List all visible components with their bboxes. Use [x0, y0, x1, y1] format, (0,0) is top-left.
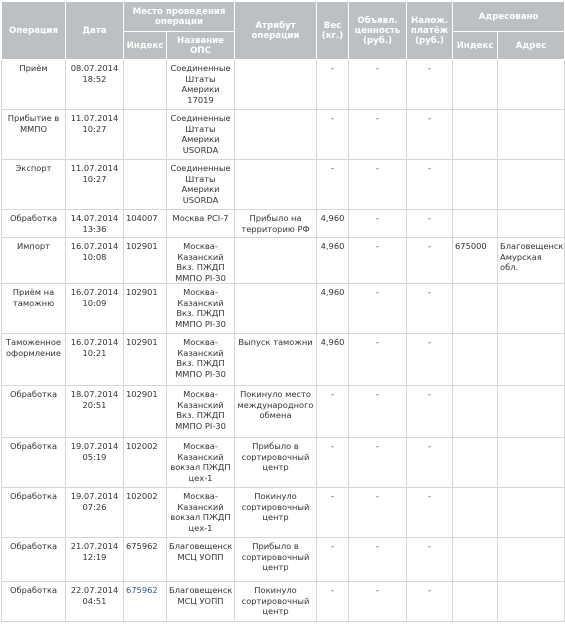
cell-date: 16.07.2014 10:21 — [66, 334, 124, 386]
cell-attribute: Покинуло место международного обмена — [235, 386, 317, 438]
cell-declared-value: - — [349, 438, 407, 488]
cell-declared-value: - — [349, 538, 407, 582]
cell-address — [498, 334, 565, 386]
table-row — [2, 538, 565, 582]
cell-cod: - — [407, 334, 453, 386]
cell-cod: - — [407, 582, 453, 622]
cell-attribute — [235, 284, 317, 334]
cell-operation: Экспорт — [2, 160, 66, 210]
cell-date: 11.07.2014 10:27 — [66, 110, 124, 160]
tracking-table — [1, 1, 565, 622]
cell-weight: - — [317, 488, 349, 538]
cell-weight: - — [317, 386, 349, 438]
cell-address — [498, 438, 565, 488]
cell-attribute: Выпуск таможни — [235, 334, 317, 386]
header-addressed-group: Адресовано — [453, 2, 565, 32]
cell-operation: Приём на таможню — [2, 284, 66, 334]
cell-date: 16.07.2014 10:08 — [66, 238, 124, 284]
cell-index — [124, 60, 167, 110]
cell-index: 104007 — [124, 210, 167, 238]
cell-date: 18.07.2014 20:51 — [66, 386, 124, 438]
cell-declared-value: - — [349, 488, 407, 538]
table-row — [2, 238, 565, 284]
cell-date: 11.07.2014 10:27 — [66, 160, 124, 210]
cell-weight: - — [317, 110, 349, 160]
cell-addr-index — [453, 110, 498, 160]
cell-index — [124, 582, 167, 622]
cell-declared-value: - — [349, 582, 407, 622]
cell-operation: Импорт — [2, 238, 66, 284]
cell-weight: - — [317, 438, 349, 488]
header-weight: Вес (кг.) — [317, 2, 349, 60]
cell-address: Благовещенск Амурская обл. — [498, 238, 565, 284]
cell-index: 102901 — [124, 238, 167, 284]
cell-date: 21.07.2014 12:19 — [66, 538, 124, 582]
cell-addr-index — [453, 582, 498, 622]
cell-date: 19.07.2014 05:19 — [66, 438, 124, 488]
cell-weight: - — [317, 60, 349, 110]
cell-index — [124, 110, 167, 160]
cell-addr-index — [453, 538, 498, 582]
cell-operation: Прибытие в ММПО — [2, 110, 66, 160]
cell-index: 102901 — [124, 386, 167, 438]
cell-attribute — [235, 60, 317, 110]
cell-declared-value: - — [349, 210, 407, 238]
cell-attribute: Покинуло сортировочный центр — [235, 488, 317, 538]
cell-operation: Обработка — [2, 438, 66, 488]
table-row — [2, 110, 565, 160]
cell-ops-name: Соединенные Штаты Америки USORDA — [167, 160, 235, 210]
cell-operation: Обработка — [2, 538, 66, 582]
cell-address — [498, 160, 565, 210]
header-operation: Операция — [2, 2, 66, 60]
table-row — [2, 334, 565, 386]
cell-date: 16.07.2014 10:09 — [66, 284, 124, 334]
cell-addr-index — [453, 284, 498, 334]
table-row — [2, 488, 565, 538]
table-row — [2, 284, 565, 334]
cell-addr-index — [453, 334, 498, 386]
cell-addr-index — [453, 60, 498, 110]
table-row — [2, 582, 565, 622]
cell-address — [498, 210, 565, 238]
cell-index: 102901 — [124, 334, 167, 386]
header-place-group: Место проведения операции — [124, 2, 235, 32]
cell-ops-name: Москва-Казанский Вкз. ПЖДП ММПО PI-30 — [167, 334, 235, 386]
cell-cod: - — [407, 488, 453, 538]
cell-addr-index — [453, 488, 498, 538]
cell-attribute: Прибыло на территорию РФ — [235, 210, 317, 238]
cell-addr-index — [453, 438, 498, 488]
cell-date: 22.07.2014 04:51 — [66, 582, 124, 622]
cell-declared-value: - — [349, 238, 407, 284]
cell-declared-value: - — [349, 386, 407, 438]
cell-attribute: Прибыло в сортировочный центр — [235, 438, 317, 488]
cell-operation: Таможенное оформление — [2, 334, 66, 386]
cell-ops-name: Благовещенск МСЦ УОПП — [167, 582, 235, 622]
table-row — [2, 210, 565, 238]
cell-address — [498, 60, 565, 110]
cell-ops-name: Москва-Казанский вокзал ПЖДП цех-1 — [167, 488, 235, 538]
header-address: Адрес — [498, 32, 565, 60]
cell-weight: - — [317, 582, 349, 622]
cell-declared-value: - — [349, 334, 407, 386]
cell-address — [498, 110, 565, 160]
cell-operation: Обработка — [2, 210, 66, 238]
cell-operation: Приём — [2, 60, 66, 110]
cell-operation: Обработка — [2, 582, 66, 622]
cell-ops-name: Соединенные Штаты Америки USORDA — [167, 110, 235, 160]
cell-ops-name: Благовещенск МСЦ УОПП — [167, 538, 235, 582]
cell-cod: - — [407, 538, 453, 582]
cell-weight: - — [317, 160, 349, 210]
cell-operation: Обработка — [2, 488, 66, 538]
header-ops-name: Название ОПС — [167, 32, 235, 60]
cell-cod: - — [407, 210, 453, 238]
cell-addr-index — [453, 386, 498, 438]
table-row — [2, 438, 565, 488]
header-index: Индекс — [124, 32, 167, 60]
cell-address — [498, 488, 565, 538]
cell-ops-name: Москва-Казанский Вкз. ПЖДП ММПО PI-30 — [167, 238, 235, 284]
cell-index: 102901 — [124, 284, 167, 334]
cell-cod: - — [407, 386, 453, 438]
cell-declared-value: - — [349, 60, 407, 110]
cell-attribute — [235, 160, 317, 210]
cell-address — [498, 284, 565, 334]
header-cod: Налож. платёж (руб.) — [407, 2, 453, 60]
cell-cod: - — [407, 160, 453, 210]
cell-ops-name: Москва-Казанский Вкз. ПЖДП ММПО PI-30 — [167, 284, 235, 334]
cell-cod: - — [407, 284, 453, 334]
cell-date: 19.07.2014 07:26 — [66, 488, 124, 538]
cell-weight: 4,960 — [317, 334, 349, 386]
cell-attribute: Прибыло в сортировочный центр — [235, 538, 317, 582]
cell-cod: - — [407, 438, 453, 488]
cell-ops-name: Москва PCI-7 — [167, 210, 235, 238]
cell-weight: 4,960 — [317, 284, 349, 334]
cell-address — [498, 386, 565, 438]
cell-addr-index — [453, 160, 498, 210]
cell-declared-value: - — [349, 160, 407, 210]
cell-attribute — [235, 238, 317, 284]
cell-address — [498, 538, 565, 582]
cell-addr-index — [453, 210, 498, 238]
cell-index — [124, 160, 167, 210]
cell-index: 102002 — [124, 438, 167, 488]
cell-attribute: Покинуло сортировочный центр — [235, 582, 317, 622]
cell-declared-value: - — [349, 284, 407, 334]
table-row — [2, 386, 565, 438]
cell-weight: 4,960 — [317, 238, 349, 284]
cell-ops-name: Москва-Казанский вокзал ПЖДП цех-1 — [167, 438, 235, 488]
cell-date: 14.07.2014 13:36 — [66, 210, 124, 238]
table-row — [2, 160, 565, 210]
cell-ops-name: Соединенные Штаты Америки 17019 — [167, 60, 235, 110]
header-attribute: Атрибут операции — [235, 2, 317, 60]
header-date: Дата — [66, 2, 124, 60]
cell-addr-index: 675000 — [453, 238, 498, 284]
cell-weight: - — [317, 538, 349, 582]
cell-weight: 4,960 — [317, 210, 349, 238]
cell-address — [498, 582, 565, 622]
cell-date: 08.07.2014 18:52 — [66, 60, 124, 110]
cell-cod: - — [407, 110, 453, 160]
cell-cod: - — [407, 60, 453, 110]
cell-ops-name: Москва-Казанский Вкз. ПЖДП ММПО PI-30 — [167, 386, 235, 438]
header-addr-index: Индекс — [453, 32, 498, 60]
cell-declared-value: - — [349, 110, 407, 160]
cell-attribute — [235, 110, 317, 160]
cell-cod: - — [407, 238, 453, 284]
index-link[interactable]: 675962 — [126, 585, 158, 595]
cell-operation: Обработка — [2, 386, 66, 438]
table-row — [2, 60, 565, 110]
cell-index: 102002 — [124, 488, 167, 538]
header-declared-value: Объявл. ценность (руб.) — [349, 2, 407, 60]
cell-index: 675962 — [124, 538, 167, 582]
